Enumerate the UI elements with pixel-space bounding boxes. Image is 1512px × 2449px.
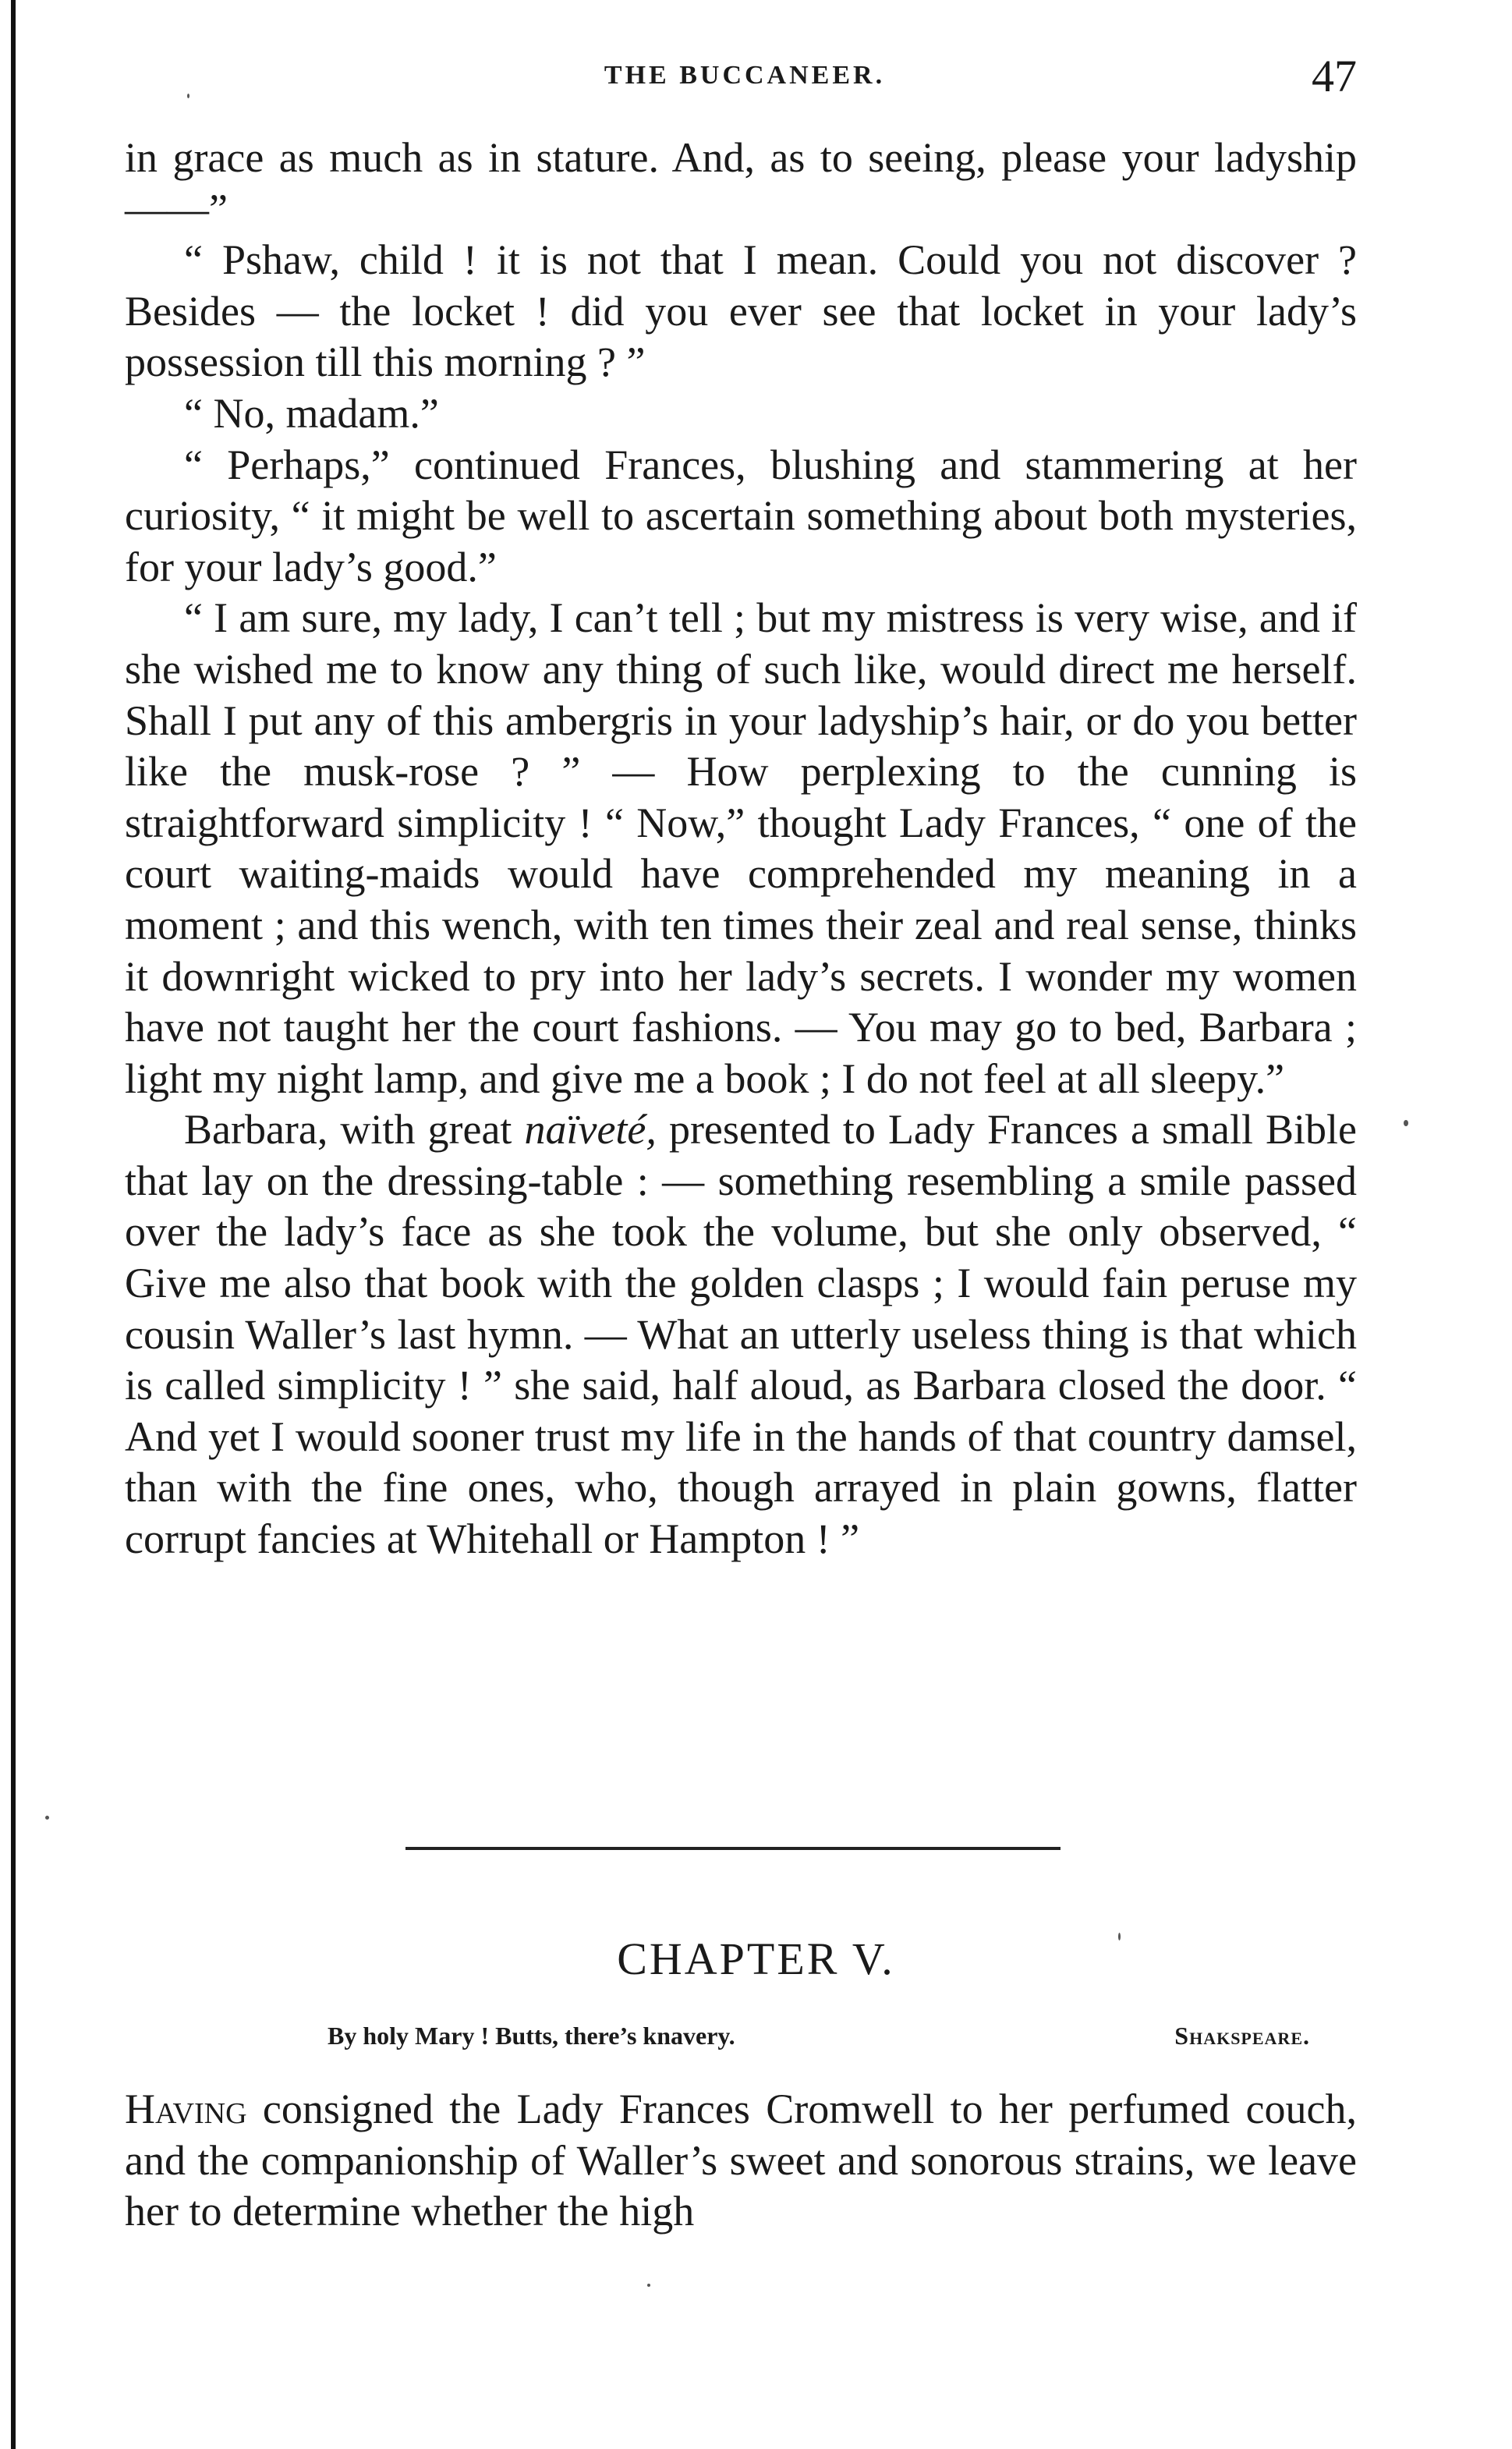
lead-word: Having — [125, 2086, 247, 2132]
epigraph-quote: By holy Mary ! Butts, there’s knavery. — [328, 2022, 735, 2050]
section-divider — [405, 1847, 1061, 1850]
scan-speck — [1118, 1933, 1121, 1940]
binding-edge — [11, 0, 16, 2449]
scan-speck — [647, 2284, 650, 2287]
paragraph — [125, 440, 1357, 594]
running-title: THE BUCCANEER. — [604, 61, 886, 90]
emphasis-text: naïveté, — [524, 1106, 657, 1154]
paragraph — [125, 388, 1357, 440]
scan-speck — [187, 94, 189, 98]
paragraph-text: “ Pshaw, child ! it is not that I mean. Could you not discover ? Besides — the locket ! did you ever see that locket in your lady’s possession till this morning ? ” — [125, 236, 1357, 386]
paragraph-text: “ I am sure, my lady, I can’t tell ; but my mistress is very wise, and if she wished me to know any thing of such like, would direct me herself. Shall I put any of this ambergris in your ladyship’s hair, or do you better like the musk-rose ? ” — How perplexing to the cunning is straightforward simplicity ! “ Now,” thought Lady Frances, “ one of the court waiting-maids would have comprehended my meaning in a moment ; and this wench, with ten times their zeal and real sense, thinks it downright wicked to pry into her lady’s secrets. I wonder my women have not taught her the court fashions. — You may go to bed, Barbara ; light my night lamp, and give me a book ; I do not feel at all sleepy.” — [125, 594, 1357, 1102]
chapter-heading: CHAPTER V. — [617, 1933, 895, 1984]
paragraph-text: consigned the Lady Frances Cromwell to her perfumed couch, and the companionship of Waller’s sweet and sonorous strains, we leave her to determine whether the high — [125, 2086, 1357, 2235]
scan-speck — [1404, 1120, 1408, 1126]
paragraph-text: in grace as much as in stature. And, as to seeing, please your ladyship ——” — [125, 134, 1357, 232]
paragraph — [125, 235, 1357, 388]
paragraph-text: “ No, madam.” — [184, 389, 439, 437]
paragraph — [125, 133, 1357, 235]
page-header — [125, 51, 1365, 109]
epigraph-source: Shakspeare. — [1174, 2022, 1310, 2050]
chapter-opening — [125, 2084, 1357, 2238]
page-number: 47 — [1312, 51, 1357, 101]
paragraph — [125, 2084, 1357, 2238]
paragraph — [125, 593, 1357, 1104]
paragraph-text: Barbara, with great — [184, 1106, 525, 1154]
scan-speck — [45, 1816, 49, 1820]
paragraph-text: “ Perhaps,” continued Frances, blushing and stammering at her curiosity, “ it might be well to ascertain something about both mysteries, for your lady’s good.” — [125, 441, 1357, 590]
body-text — [125, 133, 1357, 1565]
paragraph — [125, 1104, 1357, 1565]
paragraph-text: presented to Lady Frances a small Bible that lay on the dressing-table : — something resembling a smile passed over the lady’s face as she took the volume, but she only observed, “ Give me also that book with the golden clasps ; I would fain peruse my cousin Waller’s last hymn. — What an utterly useless thing is that which is called simplicity ! ” she said, half aloud, as Barbara closed the door. “ And yet I would sooner trust my life in the hands of that country damsel, than with the fine ones, who, though arrayed in plain gowns, flatter corrupt fancies at Whitehall or Hampton ! ” — [125, 1106, 1357, 1563]
